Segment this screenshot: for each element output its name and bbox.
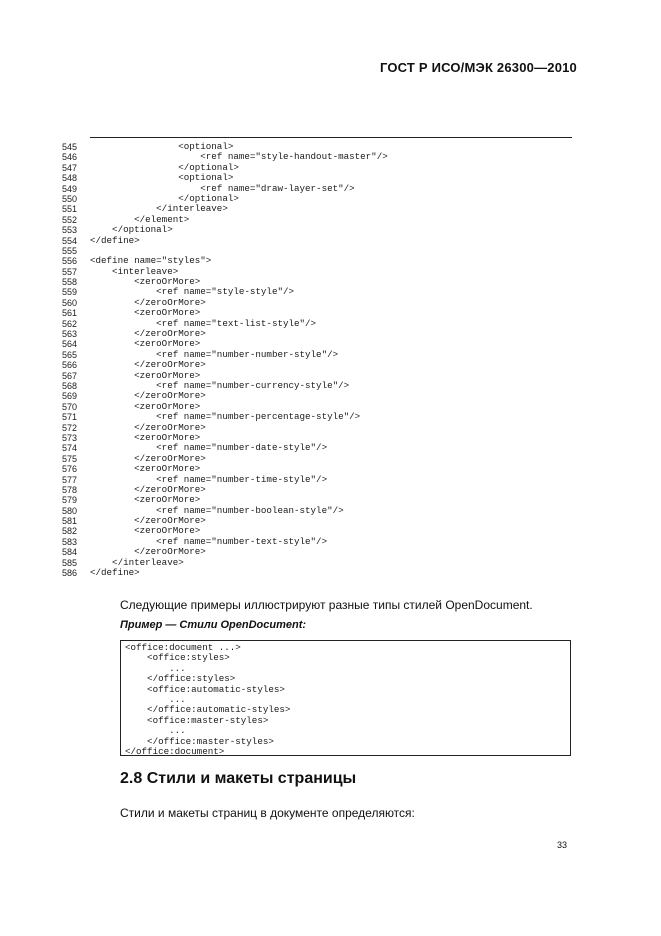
example-code-line: ... xyxy=(125,662,186,674)
code-text: </zeroOrMore> xyxy=(90,515,206,527)
example-code-line: </office:automatic-styles> xyxy=(125,704,291,716)
line-number: 577 xyxy=(62,474,78,485)
code-text: </interleave> xyxy=(90,556,184,568)
line-number: 547 xyxy=(62,162,78,173)
code-text: </optional> xyxy=(90,161,239,173)
line-number: 567 xyxy=(62,370,78,381)
line-number: 574 xyxy=(62,443,78,454)
intro-paragraph: Следующие примеры иллюстрируют разные типы стилей OpenDocument. xyxy=(120,598,533,612)
code-text: <zeroOrMore> xyxy=(90,400,201,412)
code-text: <zeroOrMore> xyxy=(90,525,201,537)
example-code-line: <office:automatic-styles> xyxy=(125,683,285,695)
line-number: 557 xyxy=(62,266,78,277)
line-number: 581 xyxy=(62,516,78,527)
code-text: <ref name="number-time-style"/> xyxy=(90,473,328,485)
line-number: 555 xyxy=(62,245,78,256)
line-number: 549 xyxy=(62,183,78,194)
line-number: 552 xyxy=(62,214,78,225)
example-code-line: <office:document ...> xyxy=(125,642,241,653)
code-text: </interleave> xyxy=(90,203,228,215)
code-text: </zeroOrMore> xyxy=(90,328,206,340)
example-code-line: </office:styles> xyxy=(125,673,236,685)
example-code-line: ... xyxy=(125,693,186,705)
page-number: 33 xyxy=(557,840,568,850)
code-text: </optional> xyxy=(90,192,239,204)
line-number: 569 xyxy=(62,391,78,402)
line-number: 585 xyxy=(62,557,78,568)
code-text: <zeroOrMore> xyxy=(90,276,201,288)
line-number: 580 xyxy=(62,505,78,516)
line-number: 550 xyxy=(62,193,78,204)
section-heading: 2.8 Стили и макеты страницы xyxy=(120,770,357,787)
line-number: 579 xyxy=(62,495,78,506)
code-text: <ref name="number-number-style"/> xyxy=(90,348,339,360)
code-text: <zeroOrMore> xyxy=(90,463,201,475)
code-text: </define> xyxy=(90,234,140,246)
code-text: </zeroOrMore> xyxy=(90,546,206,558)
line-number: 582 xyxy=(62,526,78,537)
code-text: <ref name="style-style"/> xyxy=(90,286,294,298)
code-text: <ref name="number-text-style"/> xyxy=(90,535,328,547)
line-number: 553 xyxy=(62,225,78,236)
code-text: <zeroOrMore> xyxy=(90,369,201,381)
example-code-box xyxy=(120,640,571,756)
line-number: 561 xyxy=(62,308,78,319)
code-text: <ref name="number-boolean-style"/> xyxy=(90,504,344,516)
code-text: <ref name="number-date-style"/> xyxy=(90,442,328,454)
example-code-line: </office:document> xyxy=(125,745,225,757)
code-text: <ref name="number-percentage-style"/> xyxy=(90,411,361,423)
line-number: 571 xyxy=(62,412,78,423)
document-standard-header: ГОСТ Р ИСО/МЭК 26300—2010 xyxy=(379,60,577,75)
line-number: 554 xyxy=(62,235,78,246)
line-number: 566 xyxy=(62,360,78,371)
code-text: <zeroOrMore> xyxy=(90,494,201,506)
line-number: 575 xyxy=(62,453,78,464)
code-text: <optional> xyxy=(90,172,234,184)
code-text: <zeroOrMore> xyxy=(90,338,201,350)
code-text: <ref name="number-currency-style"/> xyxy=(90,379,350,391)
closing-paragraph: Стили и макеты страниц в документе определяются: xyxy=(120,806,415,820)
code-text: <define name="styles"> xyxy=(90,255,212,267)
line-number: 576 xyxy=(62,464,78,475)
line-number: 573 xyxy=(62,432,78,443)
line-number: 558 xyxy=(62,277,78,288)
line-number: 545 xyxy=(62,142,78,152)
code-text: </zeroOrMore> xyxy=(90,452,206,464)
line-number: 563 xyxy=(62,329,78,340)
header-rule xyxy=(90,137,572,138)
code-text: </zeroOrMore> xyxy=(90,390,206,402)
code-text: </zeroOrMore> xyxy=(90,483,206,495)
line-number: 556 xyxy=(62,256,78,267)
code-text: <optional> xyxy=(90,141,234,152)
code-text: <ref name="style-handout-master"/> xyxy=(90,151,388,163)
code-text: </zeroOrMore> xyxy=(90,296,206,308)
line-number: 551 xyxy=(62,204,78,215)
code-text: <zeroOrMore> xyxy=(90,307,201,319)
code-text: <zeroOrMore> xyxy=(90,431,201,443)
line-number: 546 xyxy=(62,152,78,163)
line-number: 548 xyxy=(62,173,78,184)
line-number: 583 xyxy=(62,536,78,547)
code-text: <ref name="draw-layer-set"/> xyxy=(90,182,355,194)
code-text: </zeroOrMore> xyxy=(90,359,206,371)
example-label: Пример — Стили OpenDocument: xyxy=(120,619,307,631)
code-text: <interleave> xyxy=(90,265,179,277)
example-code-line: <office:master-styles> xyxy=(125,714,269,726)
code-text: </optional> xyxy=(90,224,173,236)
line-number: 560 xyxy=(62,297,78,308)
line-number: 562 xyxy=(62,318,78,329)
line-number: 570 xyxy=(62,401,78,412)
code-text: </element> xyxy=(90,213,190,225)
example-code-line: <office:styles> xyxy=(125,652,230,664)
line-number: 564 xyxy=(62,339,78,350)
line-number: 586 xyxy=(62,568,78,579)
line-number: 584 xyxy=(62,547,78,558)
code-text: </define> xyxy=(90,567,140,579)
example-code-line: ... xyxy=(125,725,186,737)
line-number: 578 xyxy=(62,484,78,495)
example-code-line: </office:master-styles> xyxy=(125,735,274,747)
line-number: 565 xyxy=(62,349,78,360)
code-text: </zeroOrMore> xyxy=(90,421,206,433)
line-number: 559 xyxy=(62,287,78,298)
line-number: 572 xyxy=(62,422,78,433)
code-text: <ref name="text-list-style"/> xyxy=(90,317,317,329)
line-number: 568 xyxy=(62,380,78,391)
